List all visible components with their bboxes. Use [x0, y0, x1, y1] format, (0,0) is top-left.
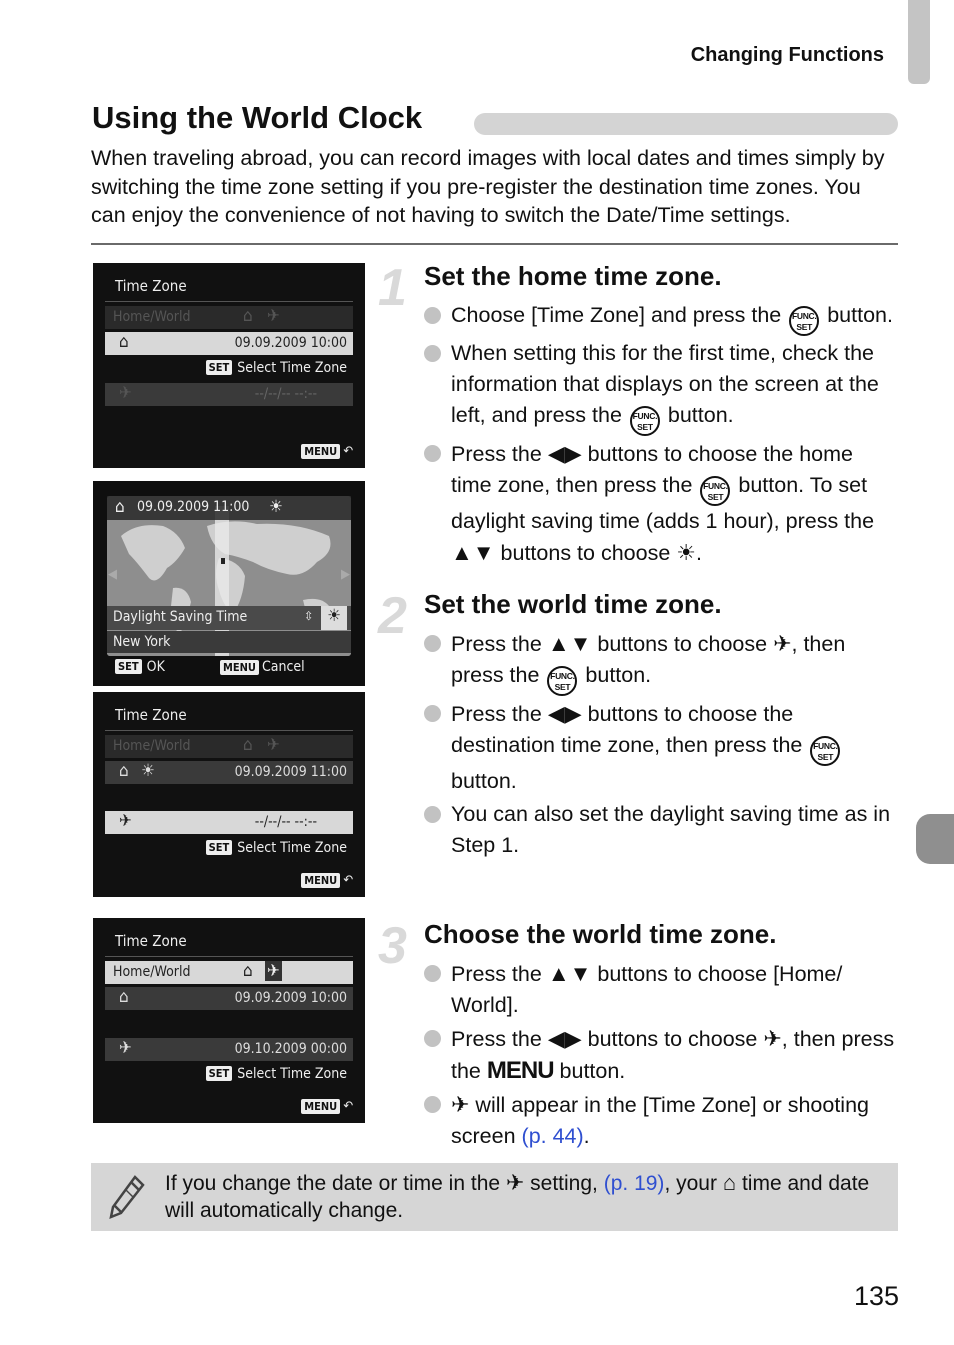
text: will appear in the [Time Zone] or shooting screen [451, 1093, 869, 1148]
sun-icon: ☀ [676, 540, 696, 565]
step-title-2: Set the world time zone. [424, 589, 722, 619]
home-date: 09.09.2009 11:00 [234, 764, 347, 780]
text: button. [667, 403, 734, 427]
text: . [696, 541, 702, 565]
set-label: SET [637, 422, 653, 432]
plane-icon: ✈ [505, 1170, 525, 1195]
set-hint-label: Select Time Zone [237, 840, 347, 856]
screen-title: Time Zone [115, 277, 187, 295]
row-home-world [105, 735, 353, 758]
section-title: Using the World Clock [92, 100, 423, 135]
chapter-tab [908, 0, 930, 84]
dst-label: Daylight Saving Time [113, 609, 248, 625]
menu-badge: MENU [301, 444, 340, 459]
plane-icon: ✈ [119, 811, 132, 831]
func-set-icon [547, 666, 577, 696]
step-3-bullets [424, 958, 899, 1154]
side-tab [916, 814, 954, 864]
plane-icon: ✈ [119, 1038, 132, 1058]
func-set-icon [810, 736, 840, 766]
pencil-icon [107, 1173, 147, 1221]
world-date: --/--/-- --:-- [254, 386, 317, 402]
bullet-dot [424, 345, 441, 362]
row-label: Home/World [113, 964, 191, 980]
row-world-time [105, 383, 353, 406]
plane-icon: ✈ [267, 735, 280, 755]
select-time-zone-hint [206, 840, 347, 856]
step-number-2: 2 [378, 587, 407, 645]
return-icon: ↶ [343, 1099, 353, 1114]
screen-title: Time Zone [115, 706, 187, 724]
step-2-bullets [424, 628, 899, 863]
bullet [424, 438, 899, 569]
set-label: SET [817, 752, 834, 762]
text: If you change the date or time in the [165, 1172, 501, 1195]
page-link-19[interactable]: (p. 19) [603, 1172, 665, 1195]
func-label: FUNC. [703, 481, 728, 491]
func-set-icon [630, 406, 660, 436]
city-name: New York [113, 634, 171, 650]
func-set-icon [700, 476, 730, 506]
bullet-dot [424, 965, 441, 982]
home-icon: ⌂ [243, 961, 253, 981]
set-label: SET [707, 492, 724, 502]
screen-divider [105, 956, 353, 957]
up-down-arrows-icon: ▲▼ [451, 540, 495, 565]
row-home-time [105, 987, 353, 1010]
row-home-time [105, 332, 353, 355]
menu-badge: MENU [220, 660, 259, 675]
text: When setting this for the first time, check the information that displays on the screen at the left, and press the [451, 341, 879, 427]
arrow-left-icon: ◀ [108, 567, 117, 582]
text: Choose [Time Zone] and press the [451, 303, 782, 327]
plane-icon: ✈ [119, 383, 132, 403]
bullet-dot [424, 705, 441, 722]
menu-return [301, 444, 353, 459]
up-down-arrows-icon: ▲▼ [547, 631, 592, 656]
note-text [165, 1169, 885, 1224]
map-header [107, 496, 351, 520]
map-date: 09.09.2009 11:00 [137, 499, 250, 515]
bullet [424, 1089, 899, 1152]
func-label: FUNC. [813, 741, 838, 751]
row-label: Home/World [113, 309, 191, 325]
menu-badge: MENU [301, 1099, 340, 1114]
menu-button-icon: MENU [486, 1057, 554, 1084]
ok-label: OK [146, 659, 165, 675]
bullet [424, 799, 899, 861]
up-down-icon: ⇳ [304, 609, 314, 623]
screen-divider [105, 730, 353, 731]
intro-paragraph: When traveling abroad, you can record images with local dates and times simply by switching the time zone setting if you pre-register the destination time zones. You can enjoy the convenience of not having to switch the Date/Time settings. [91, 146, 885, 227]
divider [91, 243, 898, 245]
bullet [424, 698, 899, 797]
text: buttons to choose [587, 1027, 758, 1051]
ok-hint [115, 659, 165, 675]
row-world-time [105, 811, 353, 834]
home-icon: ⌂ [722, 1170, 737, 1195]
set-badge: SET [115, 659, 142, 674]
func-label: FUNC. [791, 311, 817, 321]
bullet-dot [424, 635, 441, 652]
page-link-44[interactable]: (p. 44) [521, 1124, 584, 1148]
screen-divider [105, 301, 353, 302]
running-header: Changing Functions [690, 44, 884, 66]
world-date: --/--/-- --:-- [254, 814, 317, 830]
step-1-bullets [424, 300, 899, 571]
plane-icon: ✈ [451, 1092, 470, 1117]
bullet-dot [424, 445, 441, 462]
step-number-3: 3 [378, 917, 407, 975]
step-title-3: Choose the world time zone. [424, 919, 777, 949]
camera-screen-time-zone-2 [93, 692, 365, 897]
select-time-zone-hint [206, 360, 347, 376]
menu-return [301, 873, 353, 888]
bullet-dot [424, 307, 441, 324]
cancel-label: Cancel [261, 659, 305, 675]
text: button. [451, 769, 517, 793]
set-badge: SET [206, 840, 233, 855]
left-right-arrows-icon: ◀▶ [547, 441, 582, 466]
set-label: SET [796, 322, 813, 332]
text: , then press the [451, 1027, 895, 1083]
text: , your [664, 1172, 717, 1195]
func-label: FUNC. [550, 671, 575, 681]
plane-icon: ✈ [267, 961, 280, 981]
bullet [424, 300, 899, 336]
row-label: Home/World [113, 738, 191, 754]
text: Press the [451, 1027, 542, 1051]
sun-icon: ☀ [141, 761, 155, 781]
return-icon: ↶ [343, 444, 353, 459]
plane-icon: ✈ [773, 631, 792, 656]
text: button. [585, 663, 652, 687]
home-icon: ⌂ [115, 497, 125, 517]
menu-return [301, 1099, 353, 1114]
title-rule [474, 113, 898, 135]
step-number-1: 1 [378, 259, 407, 317]
camera-screen-time-zone-3 [93, 918, 365, 1123]
bullet-dot [424, 1030, 441, 1047]
note-box [91, 1163, 898, 1231]
return-icon: ↶ [343, 873, 353, 888]
text: buttons to choose the home time zone, then press the [451, 442, 853, 497]
world-date: 09.10.2009 00:00 [234, 1041, 347, 1057]
set-badge: SET [206, 360, 233, 375]
set-badge: SET [206, 1066, 233, 1081]
sun-icon: ☀ [269, 497, 283, 517]
plane-icon: ✈ [267, 306, 280, 326]
text: Press the [451, 962, 542, 986]
camera-screen-world-map [93, 481, 365, 686]
text: button. To set daylight saving time (adds 1 hour), press the [451, 473, 875, 533]
set-label: SET [554, 682, 571, 692]
text: Press the [451, 442, 542, 466]
row-home-time [105, 761, 353, 784]
home-date: 09.09.2009 10:00 [234, 990, 347, 1006]
text: You can also set the daylight saving time as in Step 1. [451, 802, 891, 857]
home-icon: ⌂ [119, 761, 129, 781]
home-icon: ⌂ [119, 332, 129, 352]
home-date: 09.09.2009 10:00 [234, 335, 347, 351]
bullet [424, 628, 899, 696]
left-right-arrows-icon: ◀▶ [547, 1026, 582, 1051]
text: buttons to choose [597, 632, 768, 656]
home-icon: ⌂ [243, 735, 253, 755]
func-label: FUNC. [632, 411, 658, 421]
text: , then press the [451, 632, 846, 687]
bullet [424, 958, 899, 1021]
text: Press the [451, 702, 542, 726]
plane-icon: ✈ [763, 1026, 782, 1051]
bullet [424, 1023, 899, 1087]
text: buttons to choose [Home/ World]. [451, 962, 843, 1017]
camera-screen-time-zone-1 [93, 263, 365, 468]
set-hint-label: Select Time Zone [237, 1066, 347, 1082]
text: time and date will automatically change. [165, 1172, 870, 1222]
text: . [583, 1124, 590, 1148]
cancel-hint [220, 659, 305, 675]
set-hint-label: Select Time Zone [237, 360, 347, 376]
left-right-arrows-icon: ◀▶ [547, 701, 582, 726]
func-set-icon [789, 306, 819, 336]
bullet-dot [424, 806, 441, 823]
row-home-world [105, 961, 353, 984]
sun-icon: ☀ [321, 606, 347, 630]
step-title-1: Set the home time zone. [424, 261, 722, 291]
up-down-arrows-icon: ▲▼ [547, 961, 592, 986]
text: Press the [451, 632, 542, 656]
bullet-dot [424, 1096, 441, 1113]
row-world-time [105, 1038, 353, 1061]
dst-row [107, 606, 351, 630]
home-icon: ⌂ [243, 306, 253, 326]
screen-title: Time Zone [115, 932, 187, 950]
home-icon: ⌂ [119, 987, 129, 1007]
bullet [424, 338, 899, 436]
text: buttons to choose the destination time zone, then press the [451, 702, 803, 757]
row-home-world [105, 306, 353, 329]
page-number: 135 [853, 1281, 899, 1311]
text: setting, [530, 1172, 598, 1195]
arrow-right-icon: ▶ [341, 567, 350, 582]
text: button. [559, 1059, 626, 1083]
text: button. [827, 303, 893, 327]
city-row [107, 631, 351, 653]
select-time-zone-hint [206, 1066, 347, 1082]
menu-badge: MENU [301, 873, 340, 888]
text: buttons to choose [500, 541, 671, 565]
